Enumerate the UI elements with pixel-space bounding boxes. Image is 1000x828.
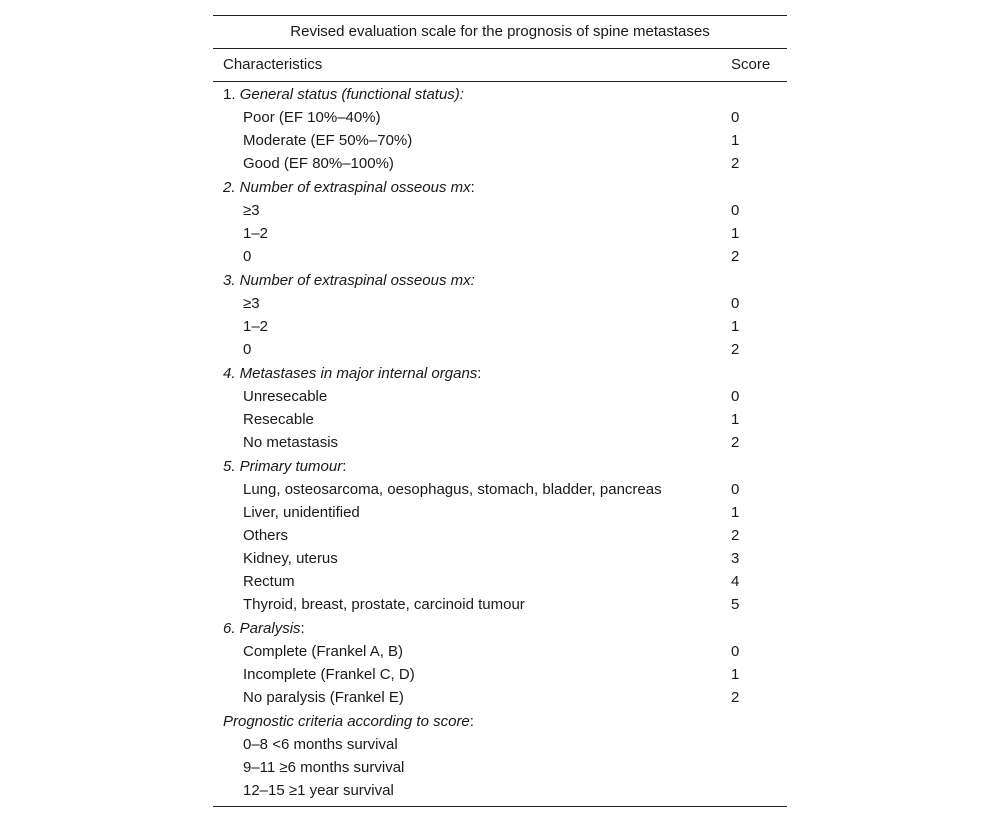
section-title: 6. Paralysis [223, 620, 301, 637]
row-label: Good (EF 80%–100%) [243, 155, 394, 172]
section-suffix: : [477, 365, 482, 382]
table-row [213, 245, 787, 268]
section-suffix: : [300, 620, 305, 637]
section-title: General status (functional status): [239, 86, 464, 103]
section-title: 3. Number of extraspinal osseous mx: [223, 272, 475, 289]
row-score: 0 [731, 388, 740, 405]
table-row [213, 106, 787, 129]
row-label: Liver, unidentified [243, 504, 360, 521]
row-label: Kidney, uterus [243, 550, 338, 567]
table-row [213, 593, 787, 616]
table-row [213, 663, 787, 686]
table-row [213, 431, 787, 454]
row-score: 3 [731, 550, 740, 567]
table-row [213, 292, 787, 315]
row-score: 0 [731, 481, 740, 498]
table-row [213, 385, 787, 408]
row-score: 5 [731, 596, 740, 613]
table-row [213, 478, 787, 501]
section-number: 1. [223, 86, 240, 103]
row-label: Lung, osteosarcoma, oesophagus, stomach, bladder, pancreas [243, 481, 662, 498]
row-score: 1 [731, 411, 740, 428]
section-heading [213, 710, 787, 733]
row-score: 0 [731, 295, 740, 312]
row-score: 1 [731, 318, 740, 335]
header-score: Score [731, 56, 771, 73]
row-label: Poor (EF 10%–40%) [243, 109, 381, 126]
table-row [213, 756, 787, 779]
section-title: Prognostic criteria according to score [223, 713, 470, 730]
section-group [213, 83, 787, 175]
row-score: 2 [731, 341, 740, 358]
row-label: 0 [243, 341, 252, 358]
table-row [213, 733, 787, 756]
section-suffix: : [469, 713, 474, 730]
row-label: 0–8 <6 months survival [243, 736, 398, 753]
row-label: Moderate (EF 50%–70%) [243, 132, 413, 149]
table-row [213, 152, 787, 175]
row-label: 12–15 ≥1 year survival [243, 782, 394, 799]
table-row [213, 501, 787, 524]
row-score: 0 [731, 643, 740, 660]
section-group [213, 362, 787, 454]
row-label: Resecable [243, 411, 314, 428]
section-title: 5. Primary tumour [223, 458, 343, 475]
section-heading [213, 455, 787, 478]
row-score: 1 [731, 504, 740, 521]
table-row [213, 570, 787, 593]
table-row [213, 547, 787, 570]
row-label: No paralysis (Frankel E) [243, 689, 404, 706]
table-row [213, 686, 787, 709]
row-score: 0 [731, 202, 740, 219]
row-label: 9–11 ≥6 months survival [243, 759, 405, 776]
row-label: Rectum [243, 573, 295, 590]
row-label: ≥3 [243, 202, 260, 219]
row-score: 2 [731, 434, 740, 451]
row-label: Others [243, 527, 289, 544]
table-row [213, 199, 787, 222]
section-suffix: : [470, 179, 475, 196]
section-heading [213, 269, 787, 292]
section-heading [213, 617, 787, 640]
table-header [213, 49, 787, 82]
section-title: 4. Metastases in major internal organs [223, 365, 478, 382]
table-row [213, 524, 787, 547]
row-label: No metastasis [243, 434, 339, 451]
row-label: 1–2 [243, 318, 269, 335]
row-score: 1 [731, 225, 740, 242]
header-characteristics: Characteristics [223, 56, 323, 73]
table-caption: Revised evaluation scale for the prognosis of spine metastases [213, 16, 787, 49]
section-group [213, 455, 787, 616]
section-heading [213, 83, 787, 106]
row-score: 2 [731, 527, 740, 544]
table-row [213, 129, 787, 152]
row-label: 0 [243, 248, 252, 265]
row-score: 2 [731, 689, 740, 706]
row-score: 0 [731, 109, 740, 126]
row-label: Thyroid, breast, prostate, carcinoid tumour [243, 596, 525, 613]
row-label: Incomplete (Frankel C, D) [243, 666, 415, 683]
table-row [213, 315, 787, 338]
section-group [213, 176, 787, 268]
section-heading [213, 176, 787, 199]
section-group [213, 710, 787, 802]
table-row [213, 338, 787, 361]
row-label: 1–2 [243, 225, 269, 242]
row-label: Unresecable [243, 388, 328, 405]
section-group [213, 269, 787, 361]
row-score: 4 [731, 573, 740, 590]
row-score: 2 [731, 155, 740, 172]
prognosis-table [213, 15, 787, 807]
table-row [213, 640, 787, 663]
row-score: 1 [731, 132, 740, 149]
section-suffix: : [342, 458, 347, 475]
table-row [213, 222, 787, 245]
row-label: ≥3 [243, 295, 260, 312]
row-score: 1 [731, 666, 740, 683]
table-row [213, 408, 787, 431]
section-heading [213, 362, 787, 385]
row-score: 2 [731, 248, 740, 265]
table-body [213, 83, 787, 806]
section-group [213, 617, 787, 709]
section-title: 2. Number of extraspinal osseous mx [223, 179, 471, 196]
table-row [213, 779, 787, 802]
row-label: Complete (Frankel A, B) [243, 643, 404, 660]
